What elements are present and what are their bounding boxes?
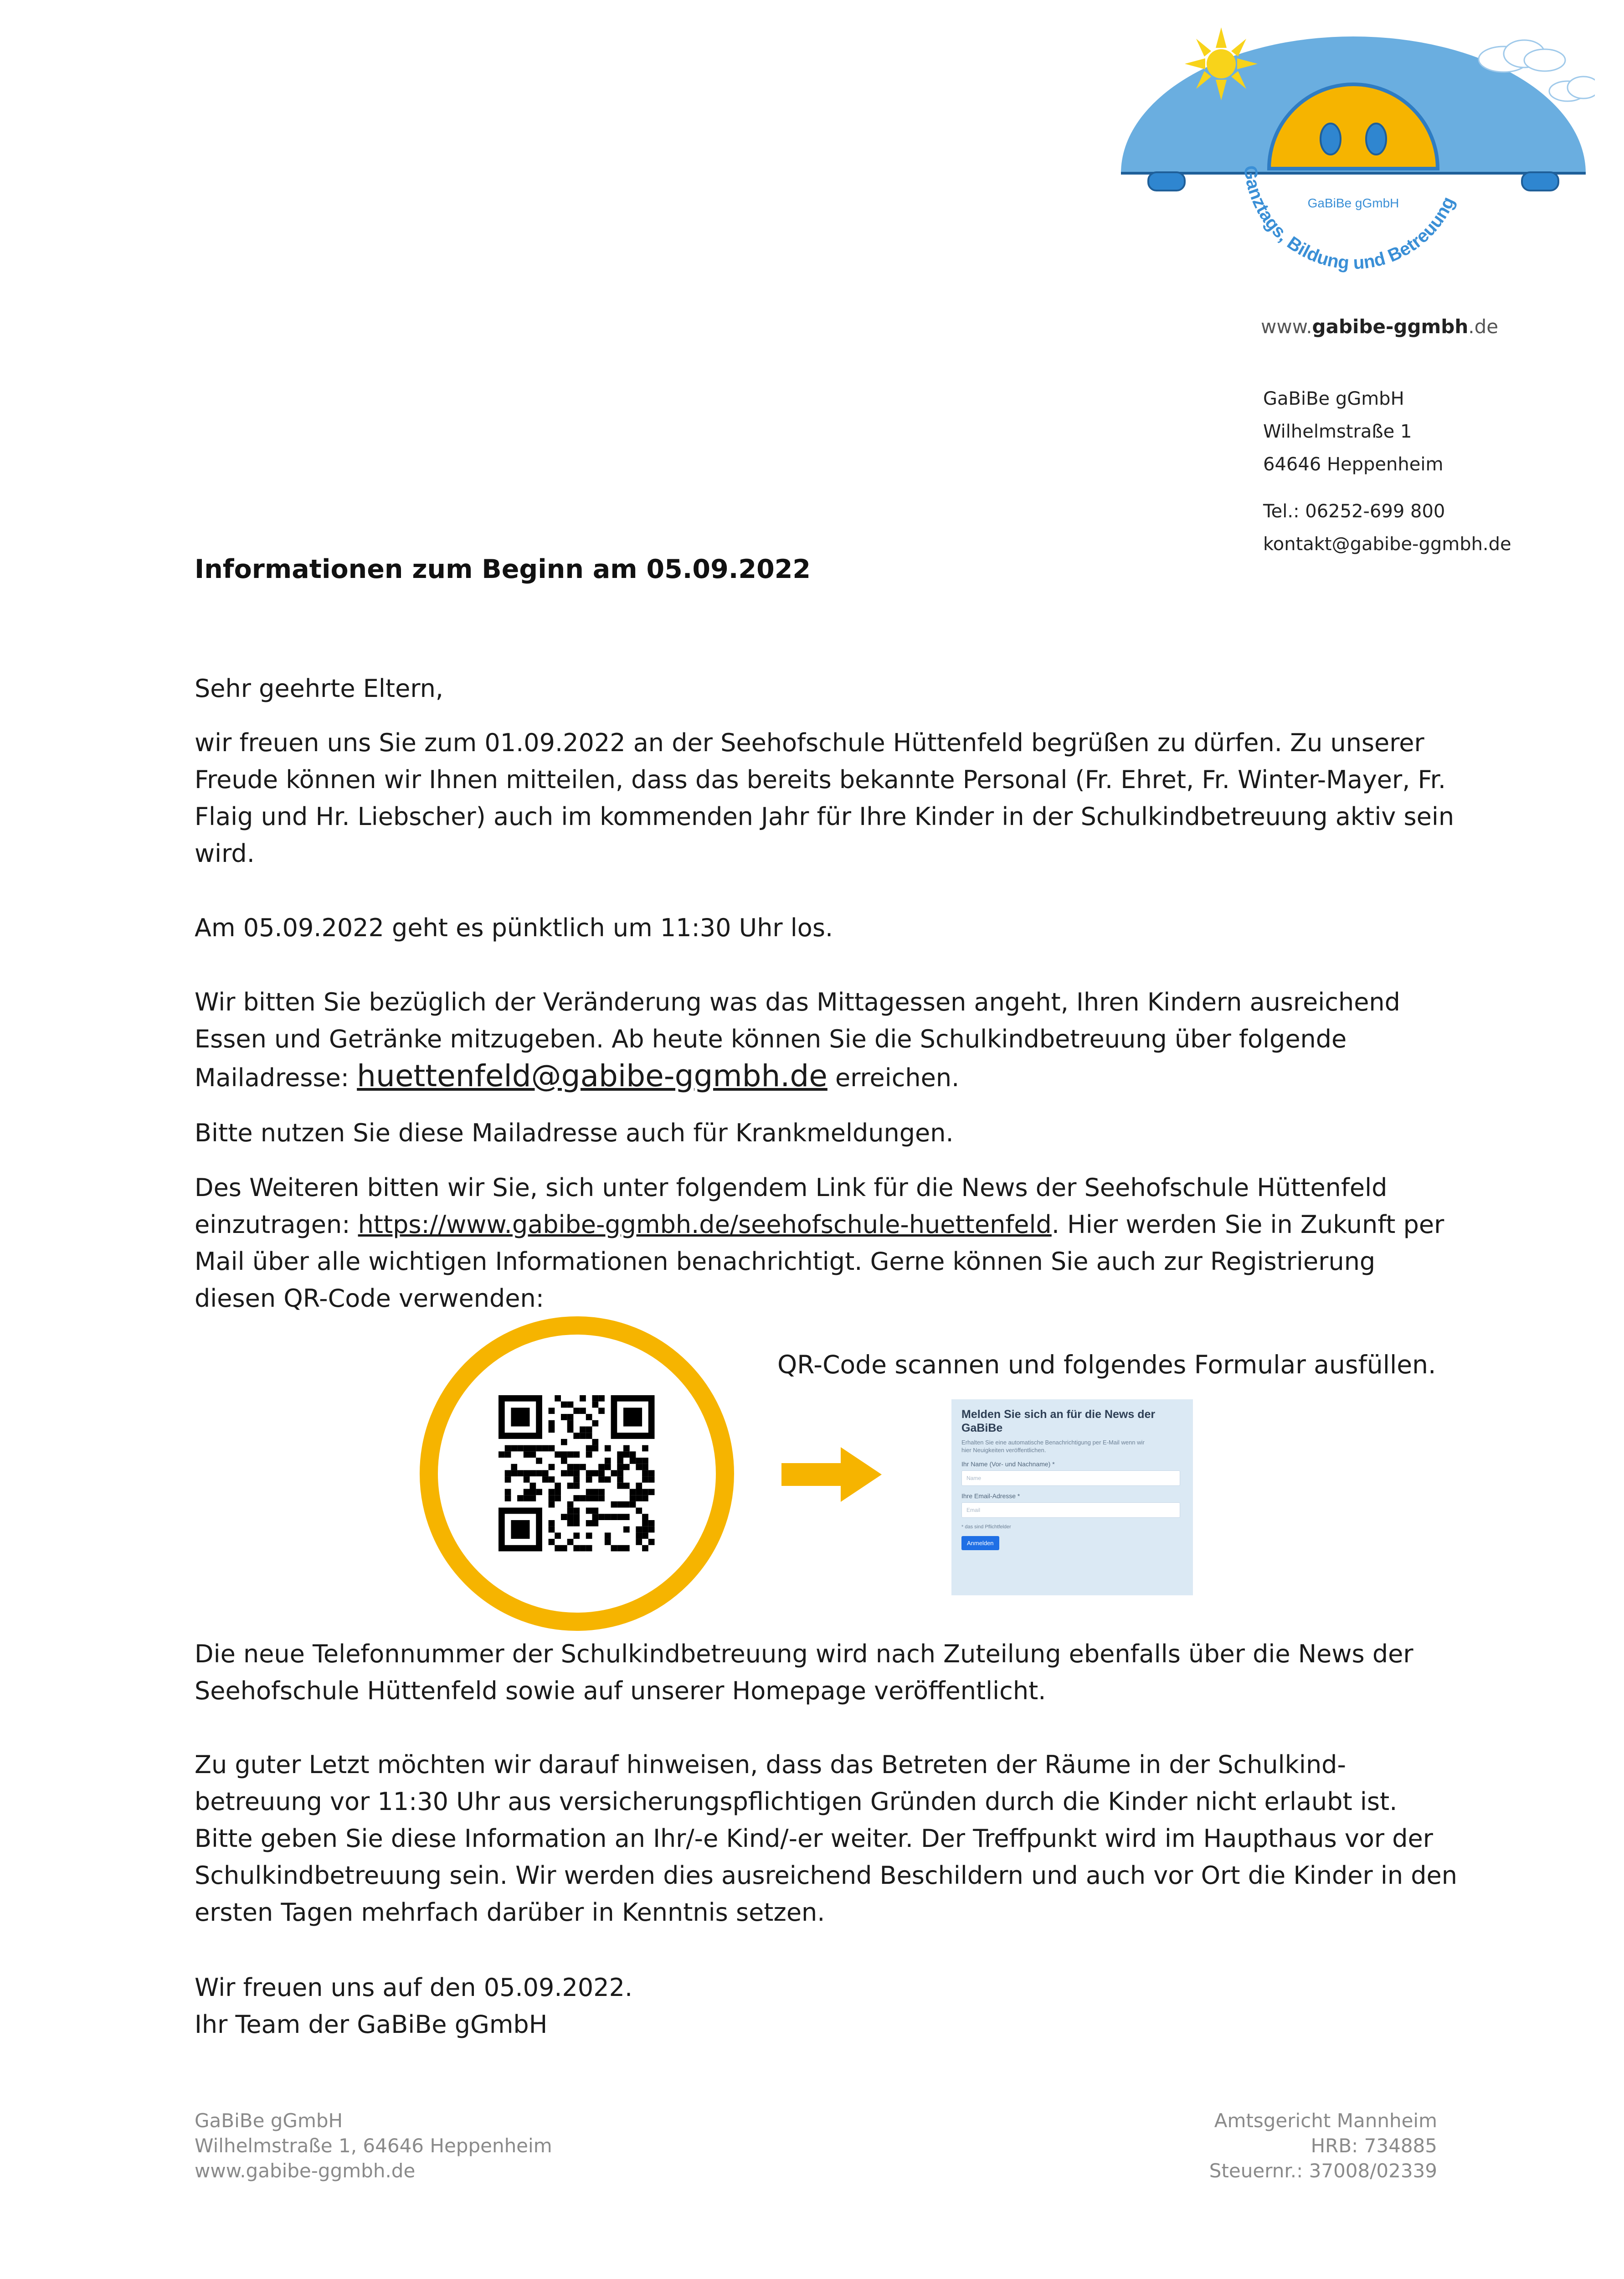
footer-hrb: HRB: 734885 [1311, 2135, 1437, 2157]
paragraph-start-time: Am 05.09.2022 geht es pünktlich um 11:30 Uhr los. [195, 913, 833, 942]
footer-court: Amtsgericht Mannheim [1214, 2109, 1437, 2132]
sender-email[interactable]: kontakt@gabibe-ggmbh.de [1263, 534, 1511, 555]
form-subtitle: Erhalten Sie eine automatische Benachrichtigung per E-Mail wenn wir hier Neuigkeiten veröffentlichen. [961, 1439, 1145, 1454]
website-url[interactable] [1261, 315, 1498, 338]
contact-email-link[interactable]: huettenfeld@gabibe-ggmbh.de [357, 1058, 827, 1093]
hands-icon [1148, 172, 1558, 191]
signup-form-preview [951, 1399, 1193, 1595]
paragraph-sick-notes: Bitte nutzen Sie diese Mailadresse auch für Krankmeldungen. [195, 1119, 954, 1147]
form-name-input: Name [961, 1470, 1180, 1486]
gabibe-logo [1112, 23, 1595, 278]
website-prefix: www. [1261, 315, 1312, 338]
newsletter-link[interactable]: https://www.gabibe-ggmbh.de/seehofschule-huettenfeld [358, 1210, 1052, 1239]
closing-line: Wir freuen uns auf den 05.09.2022. [195, 1973, 633, 2002]
logo-tagline: Ganztags, Bildung und Betreuung [1240, 164, 1459, 273]
footer-address: Wilhelmstraße 1, 64646 Heppenheim [195, 2135, 552, 2157]
website-suffix: .de [1468, 315, 1499, 338]
footer-tax: Steuernr.: 37008/02339 [1209, 2160, 1437, 2182]
arrow-right-icon [781, 1447, 882, 1502]
form-title: Melden Sie sich an für die News der GaBiBe [961, 1408, 1156, 1434]
paragraph-newsletter-end: . Hier werden Sie in Zukunft per Mail über alle wichtigen Informationen benachrichtigt. Gerne können Sie auch zur Registrierung diesen QR-Code verwenden: [195, 1210, 1444, 1313]
footer-left [195, 2108, 552, 2183]
paragraph-newsletter [195, 1169, 1461, 1317]
eye-left [1321, 124, 1341, 155]
paragraph-intro: wir freuen uns Sie zum 01.09.2022 an der Seehofschule Hüttenfeld begrüßen zu dürfen. Zu unserer Freude können wir Ihnen mitteilen, dass das bereits bekannte Personal (Fr. Ehret, Fr. Winter-Mayer, Fr. Flaig und Hr. Liebscher) auch im kommenden Jahr für Ihre Kinder in der Schulkindbetreuung aktiv sein wird. [195, 728, 1454, 868]
paragraph-lunch-text: Wir bitten Sie bezüglich der Veränderung was das Mittagessen angeht, Ihren Kindern ausreichend Essen und Getränke mitzugeben. Ab heute können Sie die Schulkindbetreuung über folgende Mailadresse: [195, 988, 1400, 1092]
paragraph-phone: Die neue Telefonnummer der Schulkindbetreuung wird nach Zuteilung ebenfalls über die News der Seehofschule Hüttenfeld sowie auf unserer Homepage veröffentlicht. [195, 1640, 1413, 1705]
form-required-note: * das sind Pflichtfelder [961, 1524, 1011, 1530]
page-title: Informationen zum Beginn am 05.09.2022 [195, 554, 811, 584]
closing-signature: Ihr Team der GaBiBe gGmbH [195, 2010, 548, 2039]
logo-name: GaBiBe gGmbH [1307, 196, 1399, 210]
qr-caption: QR-Code scannen und folgendes Formular ausfüllen. [777, 1350, 1436, 1379]
salutation: Sehr geehrte Eltern, [195, 674, 443, 703]
footer-right [1209, 2108, 1437, 2183]
sender-phone: Tel.: 06252-699 800 [1263, 501, 1445, 522]
qr-code-icon[interactable] [417, 1314, 736, 1633]
paragraph-rules: Zu guter Letzt möchten wir darauf hinweisen, dass das Betreten der Räume in der Schulkind-betreuung vor 11:30 Uhr aus versicherungspflichtigen Gründen durch die Kinder nicht erlaubt ist. Bitte geben Sie diese Information an Ihr/-e Kind/-er weiter. Der Treffpunkt wird im Haupthaus vor der Schulkindbetreuung sein. Wir werden dies ausreichend Beschildern und auch vor Ort die Kinder in den ersten Tagen mehrfach darüber in Kenntnis setzen. [195, 1750, 1457, 1927]
sender-org: GaBiBe gGmbH [1263, 388, 1404, 409]
website-name: gabibe-ggmbh [1312, 315, 1469, 338]
sender-street: Wilhelmstraße 1 [1263, 421, 1412, 442]
form-email-label: Ihre Email-Adresse * [961, 1492, 1020, 1500]
form-name-label: Ihr Name (Vor- und Nachname) * [961, 1460, 1055, 1468]
form-submit-button: Anmelden [961, 1536, 999, 1550]
sender-city: 64646 Heppenheim [1263, 454, 1444, 475]
svg-text:Ganztags, Bildung und Betreuun [1240, 165, 1459, 273]
footer-website[interactable]: www.gabibe-ggmbh.de [195, 2160, 416, 2182]
paragraph-lunch [195, 984, 1461, 1096]
paragraph-lunch-end: erreichen. [827, 1063, 960, 1092]
paragraph-newsletter-text: Des Weiteren bitten wir Sie, sich unter folgendem Link für die News der Seehofschule Hüttenfeld einzutragen: [195, 1173, 1388, 1239]
form-email-input: Email [961, 1502, 1180, 1518]
eye-right [1366, 124, 1386, 155]
footer-org: GaBiBe gGmbH [195, 2109, 343, 2132]
